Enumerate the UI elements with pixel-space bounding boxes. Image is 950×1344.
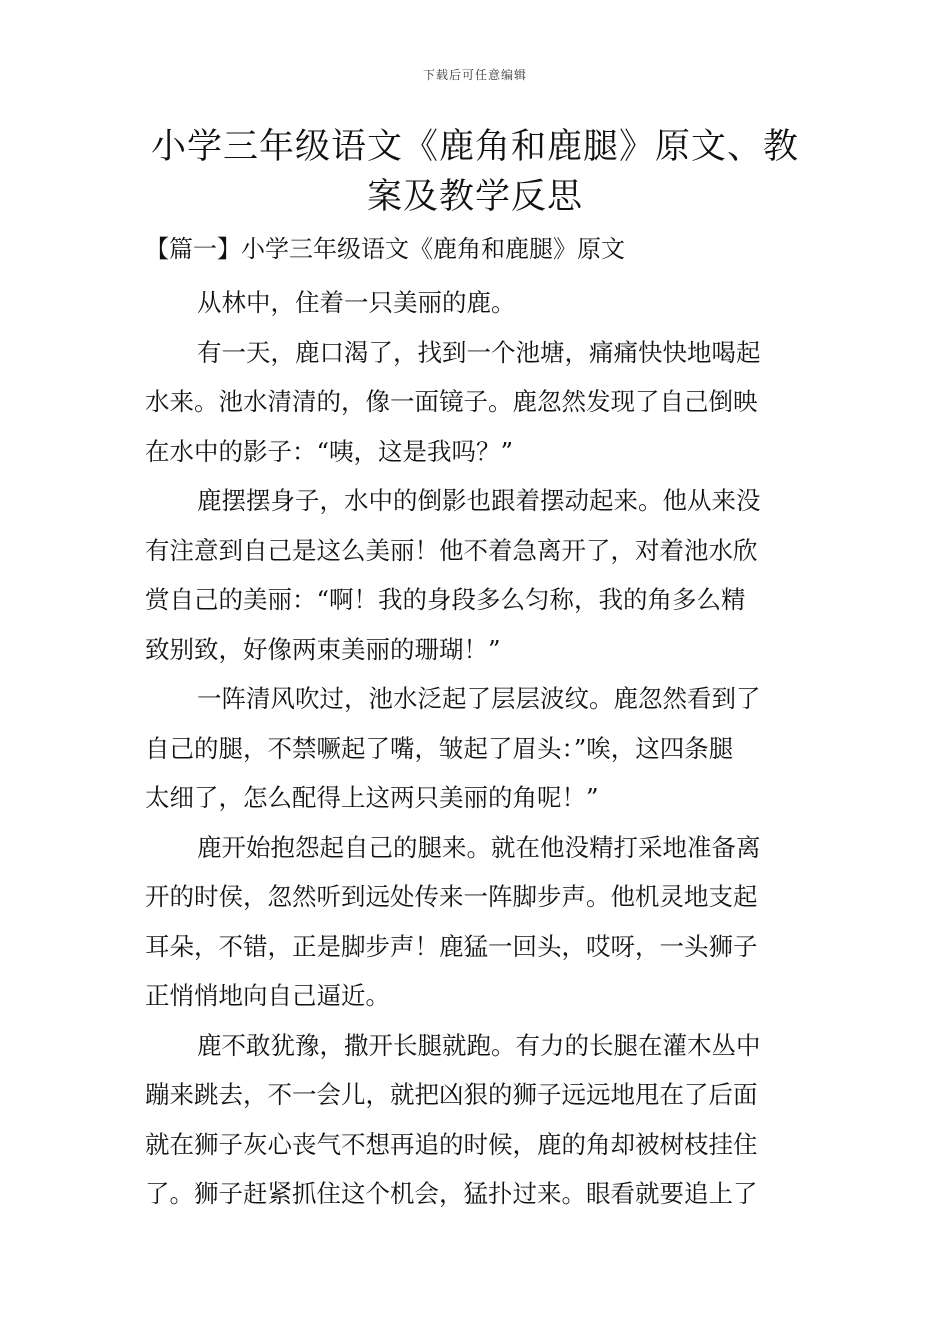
text-line: 耳朵，不错，正是脚步声！鹿猛一回头，哎呀，一头狮子 (145, 931, 758, 961)
text-line: 就在狮子灰心丧气不想再追的时候，鹿的角却被树枝挂住 (145, 1129, 758, 1159)
text-line: 蹦来跳去，不一会儿，就把凶狠的狮子远远地甩在了后面 (145, 1080, 758, 1109)
title-line: 案及教学反思 (366, 177, 583, 217)
text-line: 在水中的影子：“咦，这是我吗？” (145, 436, 514, 466)
text-line: 有注意到自己是这么美丽！他不着急离开了，对着池水欣 (145, 535, 758, 565)
title-line: 小学三年级语文《鹿角和鹿腿》原文、教 (150, 127, 799, 167)
text-line: 开的时侯，忽然听到远处传来一阵脚步声。他机灵地支起 (145, 882, 758, 911)
text-line: 太细了，怎么配得上这两只美丽的角呢！” (145, 783, 599, 812)
text-line: 从林中，住着一只美丽的鹿。 (197, 288, 516, 317)
text-line: 鹿摆摆身子，水中的倒影也跟着摆动起来。他从来没 (197, 486, 761, 515)
text-line: 赏自己的美丽：“啊！我的身段多么匀称，我的角多么精 (145, 585, 746, 614)
paragraph (145, 823, 807, 1021)
paragraph (145, 328, 807, 477)
document-title (140, 122, 810, 222)
paragraph (145, 1021, 807, 1219)
text-line: 了。狮子赶紧抓住这个机会，猛扑过来。眼看就要追上了 (145, 1179, 758, 1208)
paragraph (145, 674, 807, 823)
text-line: 正悄悄地向自己逼近。 (145, 981, 390, 1010)
text-line: 自己的腿，不禁噘起了嘴，皱起了眉头：”唉，这四条腿 (145, 733, 734, 763)
text-line: 鹿开始抱怨起自己的腿来。就在他没精打采地准备离 (197, 832, 761, 862)
text-line: 有一天，鹿口渴了，找到一个池塘，痛痛快快地喝起 (197, 337, 761, 367)
text-line: 一阵清风吹过，池水泛起了层层波纹。鹿忽然看到了 (197, 684, 761, 713)
text-line: 水来。池水清清的，像一面镜子。鹿忽然发现了自己倒映 (145, 387, 758, 416)
text-line: 鹿不敢犹豫，撒开长腿就跑。有力的长腿在灌木丛中 (197, 1030, 761, 1060)
paragraph (145, 278, 807, 328)
section-heading: 【篇一】小学三年级语文《鹿角和鹿腿》原文 (145, 235, 625, 263)
paragraph (145, 476, 807, 674)
body-text (145, 278, 807, 1219)
header-note: 下载后可任意编辑 (422, 68, 527, 82)
text-line: 致别致，好像两束美丽的珊瑚！” (145, 634, 501, 664)
